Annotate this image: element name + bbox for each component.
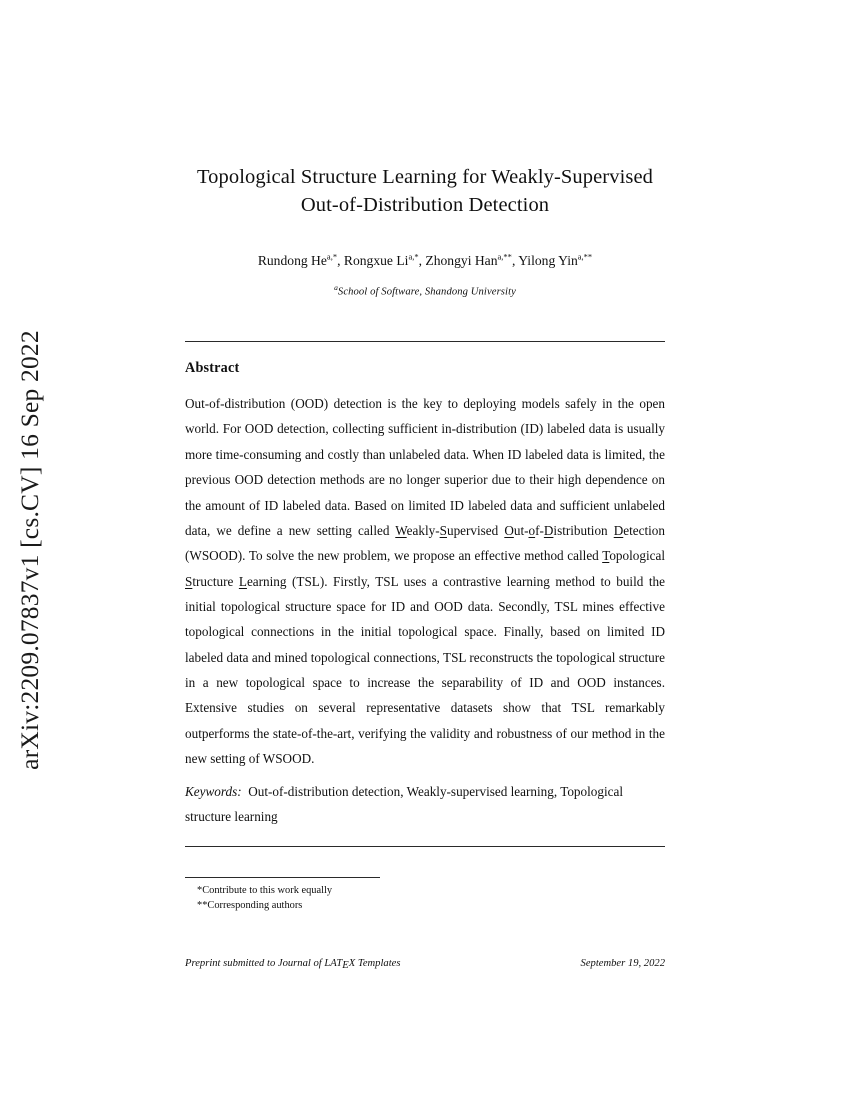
author-name: Rundong He [257, 252, 327, 268]
abstract-bottom-divider [185, 846, 665, 847]
author-name: Rongxue Li [343, 252, 409, 268]
footer-left [185, 958, 400, 969]
author-name: Yilong Yin [518, 252, 578, 268]
abstract-heading: Abstract [185, 360, 240, 377]
author-name: Zhongyi Han [425, 252, 498, 268]
latex-logo: LATEX [324, 957, 356, 971]
footnote-item [197, 898, 665, 913]
arxiv-identifier-text: arXiv:2209.07837v1 [cs.CV] 16 Sep 2022 [15, 330, 44, 770]
affiliation-text: School of Software, Shandong University [337, 286, 516, 298]
keywords [185, 780, 665, 829]
footnote-mark: * [197, 885, 203, 897]
author-affiliation-mark: a,* [326, 251, 338, 262]
footnote-item [197, 883, 665, 898]
author-affiliation-mark: a,* [408, 251, 419, 262]
footer-left-prefix: Preprint submitted to Journal of [185, 958, 325, 969]
paper-first-page [185, 0, 665, 1100]
page-title: Topological Structure Learning for Weakly-Supervised Out-of-Distribution Detection [196, 166, 654, 217]
keywords-text: Out-of-distribution detection, Weakly-supervised learning, Topological structure learning [185, 784, 623, 824]
keywords-label: Keywords: [185, 784, 242, 800]
footnote-text: Contribute to this work equally [202, 885, 333, 897]
page-footer [185, 958, 665, 969]
abstract-top-divider [185, 341, 665, 342]
affiliation-mark: a [334, 282, 338, 292]
author-affiliation-mark: a,** [577, 251, 593, 262]
author-list: Rundong $He^{a,*}$, Rongxue $Li^{a,*}$, Zhongyi Han$^{a,**}$, Yilong Yin$^{a,**}$ [257, 251, 593, 268]
footnote-mark: ** [197, 900, 208, 912]
arxiv-identifier-stamp [0, 0, 60, 1100]
footnote-divider [185, 877, 380, 878]
author-affiliation-mark: a,** [497, 251, 512, 262]
footnote-block [197, 883, 665, 913]
footnote-text: Corresponding authors [207, 900, 303, 912]
abstract-text: Out-of-distribution (OOD) detection is the key to deploying models safely in the open world. For OOD detection, collecting sufficient in-distribution (ID) labeled data is usually more time-consuming and costly than unlabeled data. When ID labeled data is limited, the previous OOD detection methods are no longer superior due to their high dependence on the amount of ID labeled data. Based on limited ID labeled data and sufficient unlabeled data, we define a new setting called Weakly-Supervised Out-of-Distribution Detection (WSOOD). To solve the new problem, we propose an effective method called Topological Structure Learning (TSL). Firstly, TSL uses a contrastive learning method to build the initial topological structure space for ID and OOD data. Secondly, TSL mines effective topological connections in the initial topological space. Finally, based on limited ID labeled data and mined topological connections, TSL reconstructs the topological structure in a new topological space to increase the separability of ID and OOD instances. Extensive studies on several representative datasets show that TSL remarkably outperforms the state-of-the-art, verifying the validity and robustness of our method in the new setting of WSOOD. [185, 396, 665, 766]
footer-left-suffix: Templates [355, 958, 401, 969]
footer-date: September 19, 2022 [580, 958, 665, 969]
affiliation [185, 283, 665, 298]
